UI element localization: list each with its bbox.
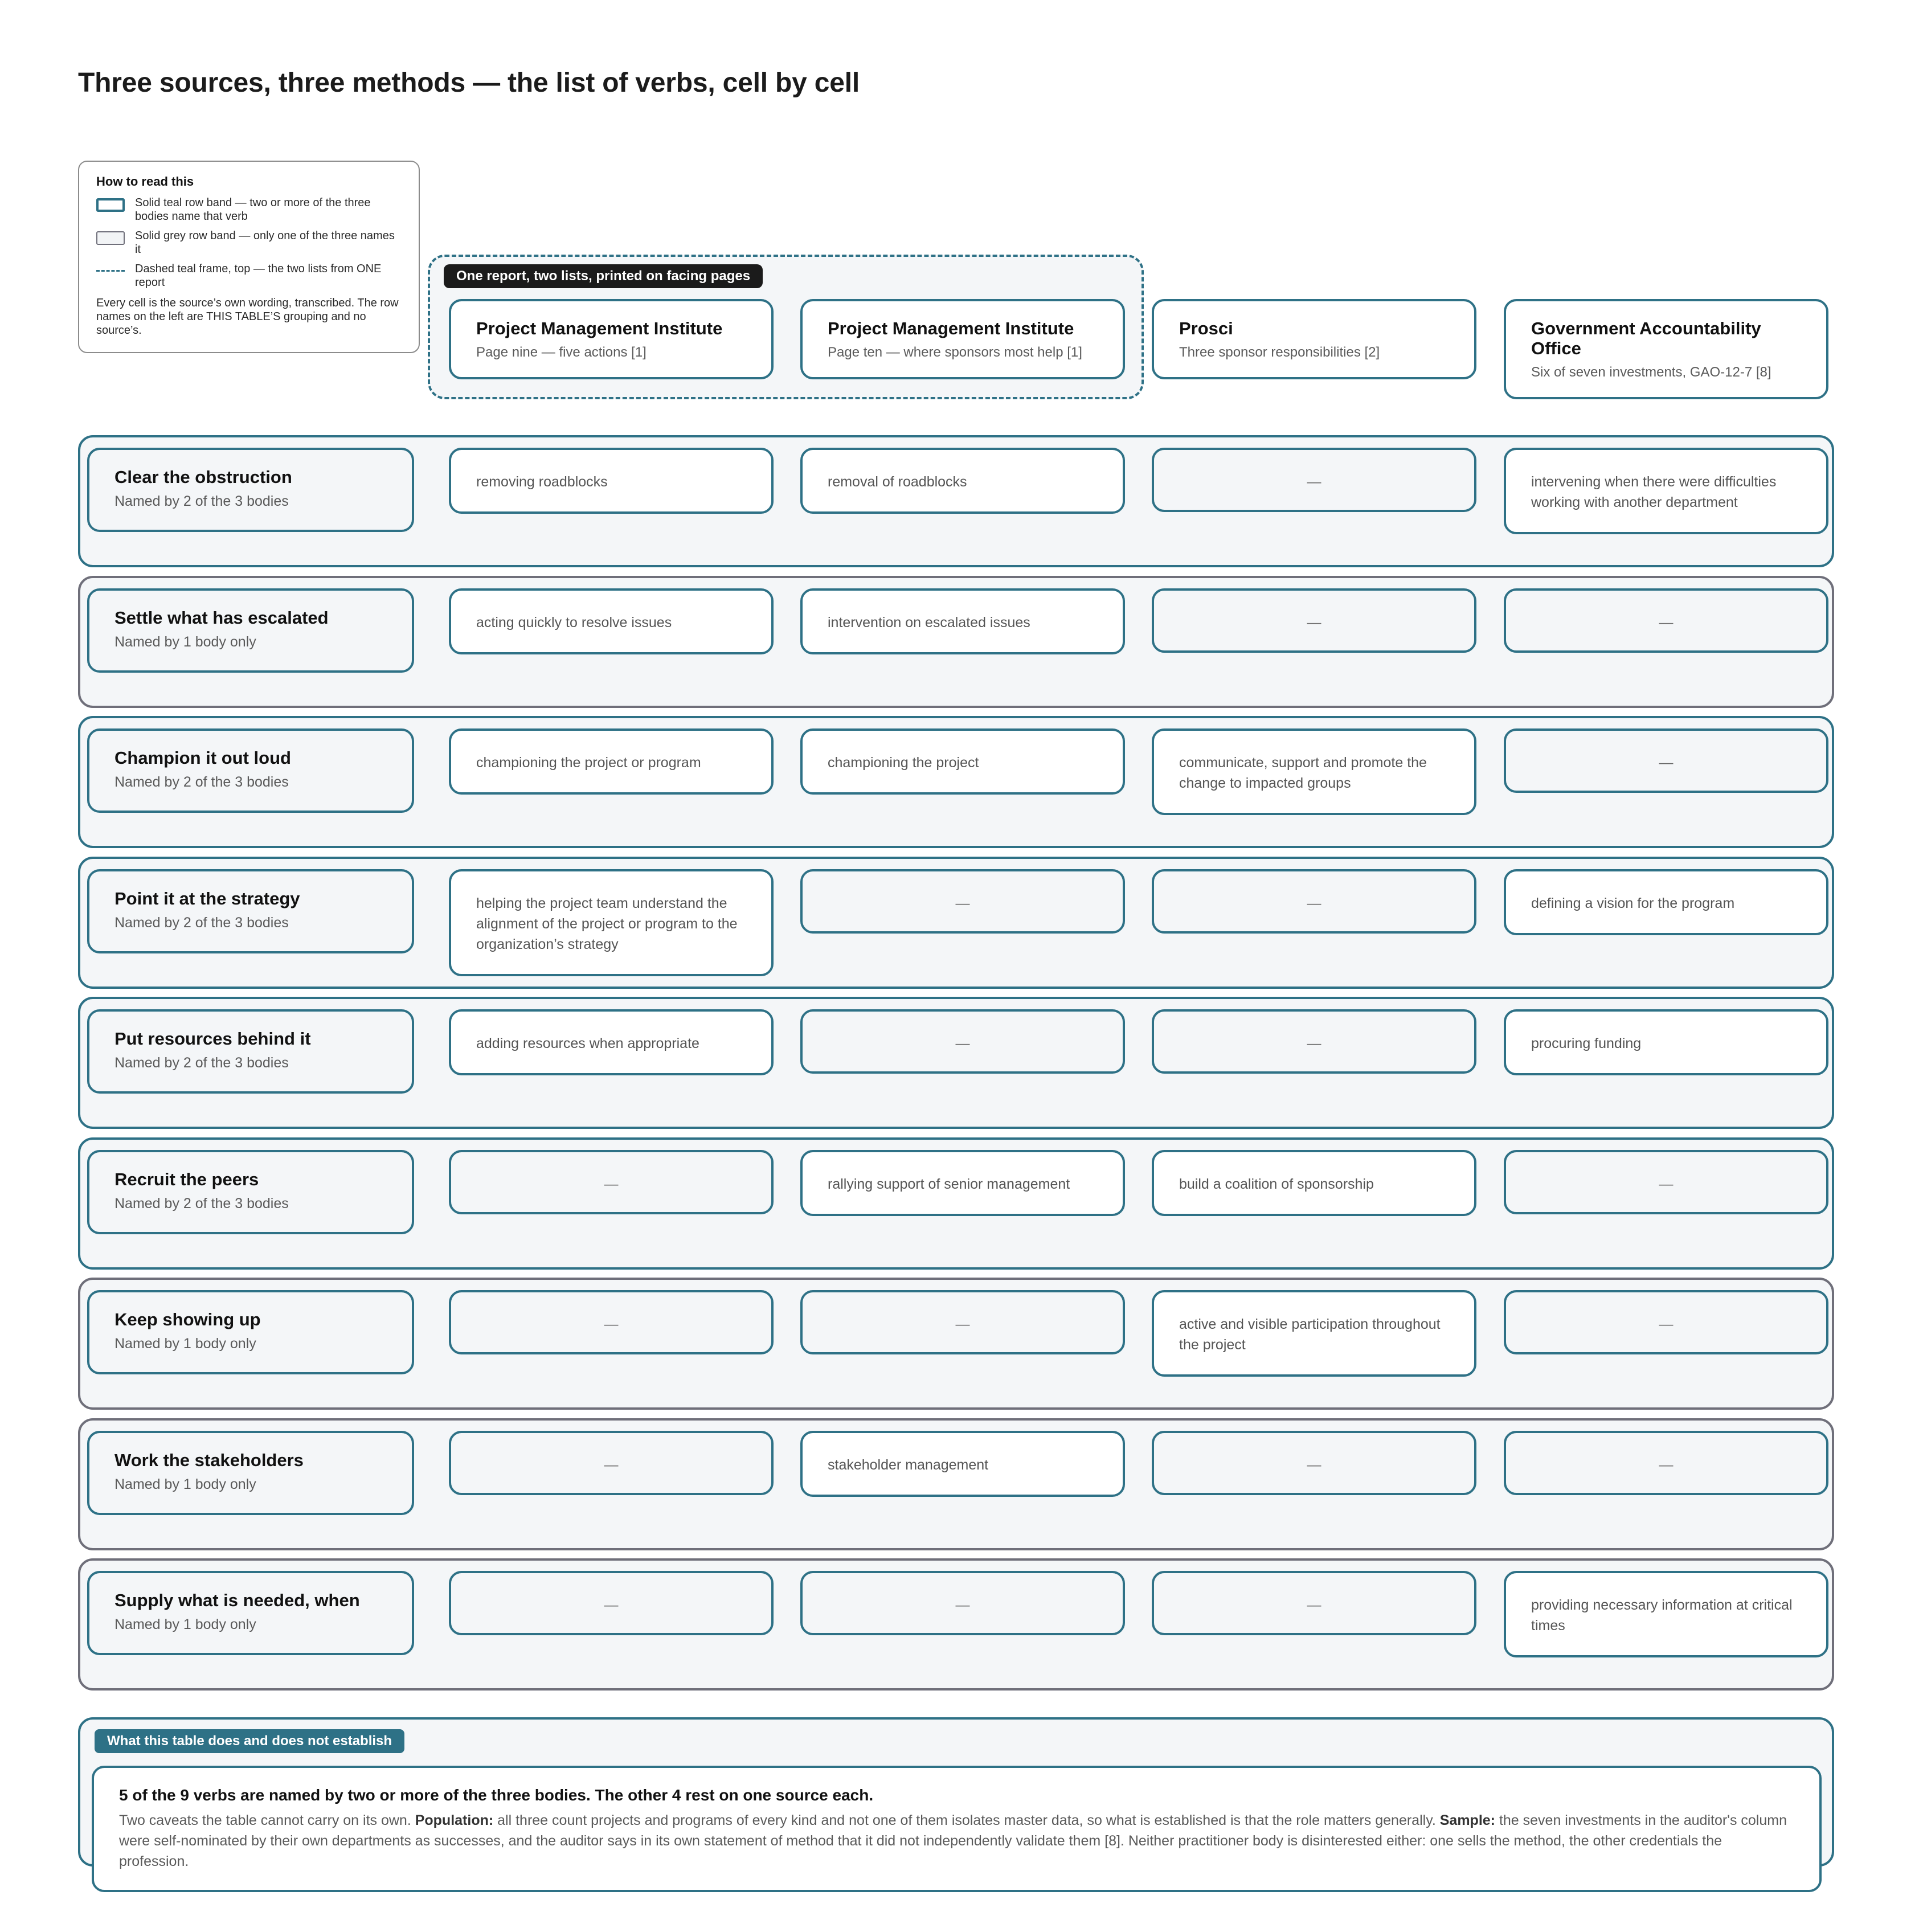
row-label — [87, 1290, 414, 1374]
row-name: Settle what has escalated — [114, 608, 329, 628]
source-cell: championing the project — [800, 728, 1125, 795]
facing-pages-label: One report, two lists, printed on facing pages — [444, 264, 763, 288]
row-count: Named by 1 body only — [114, 634, 256, 650]
row-count: Named by 2 of the 3 bodies — [114, 1055, 289, 1071]
row-label — [87, 1431, 414, 1515]
empty-cell: — — [1504, 588, 1828, 653]
source-cell: providing necessary information at critical times — [1504, 1571, 1828, 1657]
column-name: Government Accountability Office — [1531, 318, 1761, 358]
row-name: Recruit the peers — [114, 1169, 259, 1189]
source-cell: active and visible participation throughout the project — [1152, 1290, 1476, 1377]
source-cell: helping the project team understand the alignment of the project or program to the organization’s strategy — [449, 869, 774, 976]
row-name: Put resources behind it — [114, 1029, 311, 1049]
column-subtitle: Page ten — where sponsors most help [1] — [828, 345, 1082, 360]
empty-cell: — — [1152, 869, 1476, 934]
source-cell: removal of roadblocks — [800, 448, 1125, 514]
teal-band-swatch-icon — [96, 198, 125, 212]
row-name: Supply what is needed, when — [114, 1590, 360, 1610]
sample-label: Sample: — [1439, 1812, 1495, 1828]
source-cell: intervening when there were difficulties working with another department — [1504, 448, 1828, 534]
empty-cell: — — [800, 1290, 1125, 1354]
empty-cell: — — [1152, 1431, 1476, 1495]
source-cell: communicate, support and promote the change to impacted groups — [1152, 728, 1476, 815]
row-label — [87, 1571, 414, 1655]
row-label — [87, 1009, 414, 1094]
empty-cell: — — [1152, 1009, 1476, 1074]
source-cell: adding resources when appropriate — [449, 1009, 774, 1075]
empty-cell: — — [800, 1009, 1125, 1074]
population-label: Population: — [415, 1812, 494, 1828]
row-count: Named by 1 body only — [114, 1476, 256, 1492]
column-header — [1152, 299, 1476, 379]
grey-band-swatch-icon — [96, 231, 125, 245]
legend-note: Every cell is the source’s own wording, transcribed. The row names on the left are THIS TABLE’S grouping and no source’s. — [96, 297, 399, 337]
sample-text: the seven investments in the auditor's column were self-nominated by their own departments as successes, and the auditor says in its own statement of method that it did not independently validate them [8]. Neither practitioner body is disinterested either: one sells the method, the other credentials the profession. — [119, 1812, 1787, 1869]
legend-item-text: Solid grey row band — only one of the three names it — [135, 230, 395, 256]
column-header — [449, 299, 774, 379]
page-title: Three sources, three methods — the list of verbs, cell by cell — [78, 68, 860, 98]
column-header — [800, 299, 1125, 379]
row-count: Named by 1 body only — [114, 1336, 256, 1352]
legend-item-text: Dashed teal frame, top — the two lists from ONE report — [135, 263, 382, 289]
column-subtitle: Page nine — five actions [1] — [476, 345, 647, 360]
empty-cell: — — [1504, 1290, 1828, 1354]
source-cell: rallying support of senior management — [800, 1150, 1125, 1216]
row-count: Named by 2 of the 3 bodies — [114, 774, 289, 790]
row-label — [87, 448, 414, 532]
empty-cell: — — [1504, 1150, 1828, 1214]
column-subtitle: Three sponsor responsibilities [2] — [1179, 345, 1380, 360]
source-cell: intervention on escalated issues — [800, 588, 1125, 654]
legend-item-dashed — [96, 262, 402, 289]
dashed-frame-swatch-icon — [96, 270, 125, 272]
legend-item-teal — [96, 196, 402, 223]
empty-cell: — — [1504, 728, 1828, 793]
source-cell: removing roadblocks — [449, 448, 774, 514]
column-header — [1504, 299, 1828, 399]
source-cell: acting quickly to resolve issues — [449, 588, 774, 654]
legend — [78, 161, 420, 353]
caveats-label: What this table does and does not establish — [95, 1729, 404, 1753]
empty-cell: — — [449, 1150, 774, 1214]
row-label — [87, 1150, 414, 1234]
row-label — [87, 869, 414, 953]
empty-cell: — — [1504, 1431, 1828, 1495]
empty-cell: — — [800, 869, 1125, 934]
source-cell: defining a vision for the program — [1504, 869, 1828, 935]
caveats-headline: 5 of the 9 verbs are named by two or more of the three bodies. The other 4 rest on one source each. — [119, 1786, 874, 1804]
empty-cell: — — [1152, 448, 1476, 512]
row-name: Clear the obstruction — [114, 467, 292, 487]
row-name: Champion it out loud — [114, 748, 291, 768]
caveats-box — [92, 1766, 1822, 1892]
row-label — [87, 728, 414, 813]
row-name: Keep showing up — [114, 1309, 261, 1329]
row-name: Work the stakeholders — [114, 1450, 304, 1470]
row-label — [87, 588, 414, 673]
empty-cell: — — [1152, 588, 1476, 653]
column-name: Project Management Institute — [828, 318, 1074, 338]
empty-cell: — — [449, 1571, 774, 1635]
population-text: all three count projects and programs of every kind and not one of them isolates master data, so what is established is that the role matters generally. — [493, 1812, 1440, 1828]
legend-heading: How to read this — [96, 174, 194, 189]
source-cell: championing the project or program — [449, 728, 774, 795]
row-count: Named by 1 body only — [114, 1616, 256, 1632]
caveats-intro: Two caveats the table cannot carry on its own. — [119, 1812, 415, 1828]
column-subtitle: Six of seven investments, GAO-12-7 [8] — [1531, 365, 1771, 380]
row-name: Point it at the strategy — [114, 889, 300, 908]
source-cell: stakeholder management — [800, 1431, 1125, 1497]
row-count: Named by 2 of the 3 bodies — [114, 493, 289, 509]
source-cell: build a coalition of sponsorship — [1152, 1150, 1476, 1216]
caveats-body — [119, 1810, 1794, 1872]
legend-item-grey — [96, 229, 402, 256]
row-count: Named by 2 of the 3 bodies — [114, 915, 289, 931]
column-name: Prosci — [1179, 318, 1233, 338]
empty-cell: — — [449, 1290, 774, 1354]
row-count: Named by 2 of the 3 bodies — [114, 1196, 289, 1211]
column-name: Project Management Institute — [476, 318, 723, 338]
legend-item-text: Solid teal row band — two or more of the three bodies name that verb — [135, 197, 371, 223]
empty-cell: — — [449, 1431, 774, 1495]
empty-cell: — — [1152, 1571, 1476, 1635]
empty-cell: — — [800, 1571, 1125, 1635]
source-cell: procuring funding — [1504, 1009, 1828, 1075]
